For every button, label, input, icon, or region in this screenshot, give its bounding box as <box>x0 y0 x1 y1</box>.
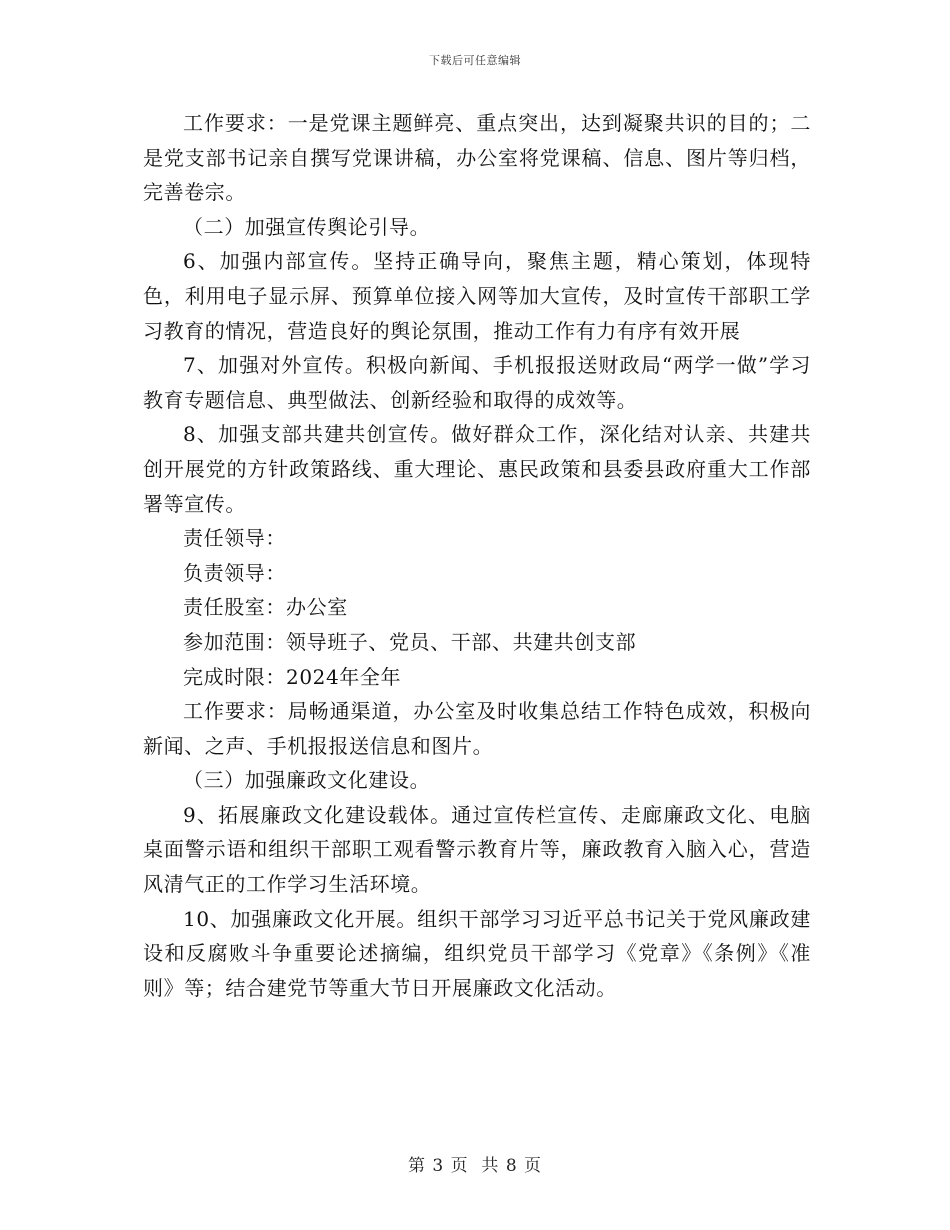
footer-total-pages: 8 <box>505 1156 518 1176</box>
section-heading-2: （二）加强宣传舆论引导。 <box>183 214 431 239</box>
footer-suffix: 页 <box>524 1156 543 1176</box>
responsible-office-line: 责任股室：办公室 <box>183 595 348 620</box>
footer-current-page: 3 <box>432 1156 445 1176</box>
footer-prefix: 第 <box>407 1156 426 1176</box>
deadline-line: 完成时限：2024年全年 <box>183 664 402 689</box>
footer-middle: 页 共 <box>450 1156 500 1176</box>
paragraph-work-requirement-2: 工作要求：局畅通渠道，办公室及时收集总结工作特色成效，积极向新闻、之声、手机报报送信息和图片。 <box>143 699 811 758</box>
participation-scope-line: 参加范围：领导班子、党员、干部、共建共创支部 <box>183 629 637 654</box>
page-header: 下载后可任意编辑 <box>429 54 521 67</box>
paragraph-item-6: 6、加强内部宣传。坚持正确导向，聚焦主题，精心策划，体现特色，利用电子显示屏、预算单位接入网等加大宣传，及时宣传干部职工学习教育的情况，营造良好的舆论氛围，推动工作有力有序有效开展 <box>143 249 811 343</box>
paragraph-item-9: 9、拓展廉政文化建设载体。通过宣传栏宣传、走廊廉政文化、电脑桌面警示语和组织干部职工观看警示教育片等，廉政教育入脑入心，营造风清气正的工作学习生活环境。 <box>143 802 811 897</box>
section-heading-3: （三）加强廉政文化建设。 <box>183 768 431 793</box>
document-body <box>143 106 811 1005</box>
paragraph-item-10: 10、加强廉政文化开展。组织干部学习习近平总书记关于党风廉政建设和反腐败斗争重要论述摘编，组织党员干部学习《党章》《条例》《准则》等；结合建党节等重大节日开展廉政文化活动。 <box>143 906 811 1000</box>
paragraph-work-requirement-1: 工作要求：一是党课主题鲜亮、重点突出，达到凝聚共识的目的；二是党支部书记亲自撰写党课讲稿，办公室将党课稿、信息、图片等归档，完善卷宗。 <box>143 111 811 205</box>
responsible-leader-line: 责任领导： <box>183 526 286 551</box>
page-footer <box>0 1151 950 1176</box>
paragraph-item-7: 7、加强对外宣传。积极向新闻、手机报报送财政局“两学一做”学习教育专题信息、典型做法、创新经验和取得的成效等。 <box>143 353 811 412</box>
paragraph-item-8: 8、加强支部共建共创宣传。做好群众工作，深化结对认亲、共建共创开展党的方针政策路线、重大理论、惠民政策和县委县政府重大工作部署等宣传。 <box>143 422 811 516</box>
in-charge-leader-line: 负责领导： <box>183 560 286 585</box>
